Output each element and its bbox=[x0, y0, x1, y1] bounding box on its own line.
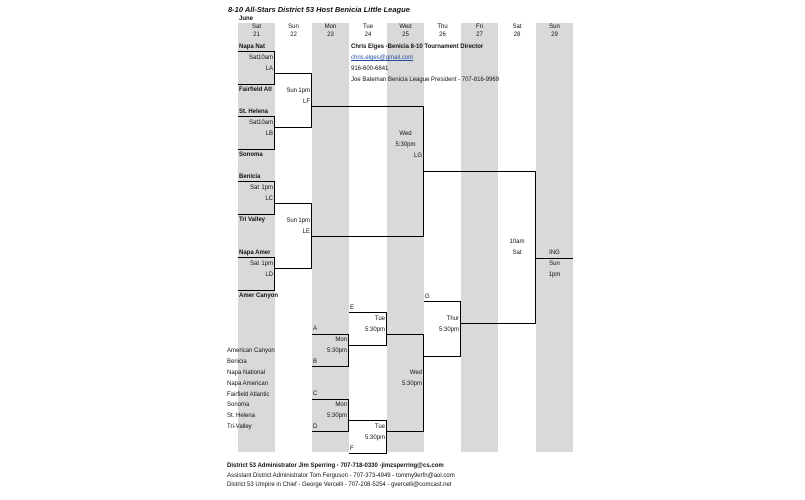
game-time: 1pm bbox=[261, 261, 273, 267]
losers-slot-code: B bbox=[313, 359, 318, 365]
day-header-date: 23 bbox=[327, 32, 334, 38]
game-time: Sat bbox=[248, 120, 258, 126]
day-header-date: 27 bbox=[476, 32, 483, 38]
game-code: LD bbox=[265, 272, 273, 278]
game-code: LC bbox=[265, 196, 273, 202]
legend-item: Fairfield Atlantic bbox=[227, 392, 270, 398]
game-time: 10am bbox=[258, 55, 274, 61]
losers-game-day: Mon bbox=[335, 402, 347, 408]
director-email-link[interactable]: chris.elges@gmail.com bbox=[351, 55, 414, 61]
footer-contact: Assistant District Administrator Tom Ferguson - 707-373-4949 - tommy9erfn@aol.com bbox=[227, 473, 455, 479]
game-time: 1pm bbox=[298, 88, 310, 94]
game-time: Sun bbox=[286, 88, 297, 94]
day-header-date: 26 bbox=[439, 32, 446, 38]
game-time: Sat bbox=[249, 185, 259, 191]
losers-game-day: Thur bbox=[446, 316, 459, 322]
game-time: Wed bbox=[399, 131, 412, 137]
team-label: Amer Canyon bbox=[239, 293, 279, 299]
page-title: 8-10 All-Stars District 53 Host Benicia Little League bbox=[228, 5, 410, 14]
league-president: Joe Bateman Benicia League President - 707-816-9969 bbox=[351, 77, 500, 83]
game-time: 5:30pm bbox=[395, 142, 416, 148]
losers-slot-code: E bbox=[350, 305, 355, 311]
day-header-dow: Sun bbox=[549, 24, 560, 30]
day-header-date: 28 bbox=[513, 32, 521, 38]
losers-slot-code: C bbox=[313, 391, 318, 397]
day-header-dow: Mon bbox=[324, 24, 337, 30]
day-header-dow: Sun bbox=[288, 24, 299, 30]
game-time: 1pm bbox=[261, 185, 273, 191]
team-label: Sonoma bbox=[239, 152, 263, 158]
losers-game-time: 5:30pm bbox=[364, 327, 385, 333]
losers-game-time: 5:30pm bbox=[401, 381, 422, 387]
column-shade-mon23 bbox=[312, 23, 349, 452]
column-shade-fri27 bbox=[461, 23, 498, 452]
month-label: June bbox=[239, 16, 254, 22]
legend-item: Sonoma bbox=[227, 402, 250, 408]
day-header-date: 24 bbox=[364, 32, 372, 38]
final-game-time: 10am bbox=[509, 239, 525, 245]
if-necessary-game-day: Sun bbox=[549, 261, 560, 267]
day-header-dow: Wed bbox=[399, 24, 412, 30]
losers-game-time: 5:30pm bbox=[364, 435, 385, 441]
losers-slot-code: D bbox=[313, 424, 318, 430]
column-shade-sun29 bbox=[536, 23, 573, 452]
legend-item: Benicia bbox=[227, 359, 247, 365]
legend-item: Napa National bbox=[227, 370, 266, 376]
losers-game-day: Tue bbox=[374, 316, 385, 322]
losers-slot-code: F bbox=[350, 446, 354, 452]
legend-item: American Canyon bbox=[227, 348, 275, 354]
game-code: LG bbox=[413, 153, 422, 159]
team-label: Fairfield Atl bbox=[239, 87, 272, 93]
day-header-date: 25 bbox=[402, 32, 409, 38]
losers-game-day: Mon bbox=[335, 337, 347, 343]
footer-contact: District 53 Administrator Jim Sperring - 707-718-0330 -jimzsperring@cs.com bbox=[227, 463, 444, 469]
losers-slot-code: G bbox=[425, 294, 430, 300]
legend-item: Napa American bbox=[227, 381, 269, 387]
director-phone: 916-600-6841 bbox=[351, 66, 389, 72]
losers-game-time: 5:30pm bbox=[326, 413, 347, 419]
day-header-dow: Thu bbox=[437, 24, 448, 30]
legend-item: Tri-Valley bbox=[227, 424, 252, 430]
day-header-date: 22 bbox=[290, 32, 297, 38]
losers-game-time: 5:30pm bbox=[326, 348, 347, 354]
losers-slot-code: A bbox=[313, 326, 318, 332]
team-label: Tri Valley bbox=[239, 217, 266, 223]
losers-game-time: 5:30pm bbox=[438, 327, 459, 333]
day-header-date: 29 bbox=[551, 32, 558, 38]
game-time: 10am bbox=[258, 120, 274, 126]
game-code: LB bbox=[265, 131, 273, 137]
losers-game-day: Wed bbox=[409, 370, 422, 376]
legend-item: St. Helena bbox=[227, 413, 256, 419]
game-code: LE bbox=[302, 229, 310, 235]
losers-game-day: Tue bbox=[374, 424, 385, 430]
director-name: Chris Elges -Benicia 8-10 Tournament Director bbox=[351, 44, 484, 50]
final-game-day: Sat bbox=[512, 250, 522, 256]
game-time: Sun bbox=[286, 218, 297, 224]
game-time: Sat bbox=[248, 55, 258, 61]
column-shade-wed25 bbox=[387, 23, 424, 452]
game-time: Sat bbox=[249, 261, 259, 267]
day-header-dow: Sat bbox=[251, 24, 261, 30]
game-time: 1pm bbox=[298, 218, 310, 224]
team-label: Benicia bbox=[239, 174, 261, 180]
day-header-dow: Tue bbox=[362, 24, 374, 30]
team-label: St. Helena bbox=[239, 109, 269, 115]
if-necessary-game-code: ING bbox=[549, 250, 560, 256]
if-necessary-game-time: 1pm bbox=[548, 272, 561, 278]
game-code: LF bbox=[302, 99, 310, 105]
team-label: Napa Nat bbox=[239, 44, 266, 50]
footer-contact: District 53 Umpire in Chief - George Vercelli - 707-208-5254 - gvercelli@comcast.net bbox=[227, 482, 452, 488]
day-header-dow: Fri bbox=[476, 24, 483, 30]
day-header-date: 21 bbox=[253, 32, 260, 38]
game-code: LA bbox=[265, 66, 273, 72]
day-header-dow: Sat bbox=[512, 24, 522, 30]
team-label: Napa Amer bbox=[239, 250, 271, 256]
